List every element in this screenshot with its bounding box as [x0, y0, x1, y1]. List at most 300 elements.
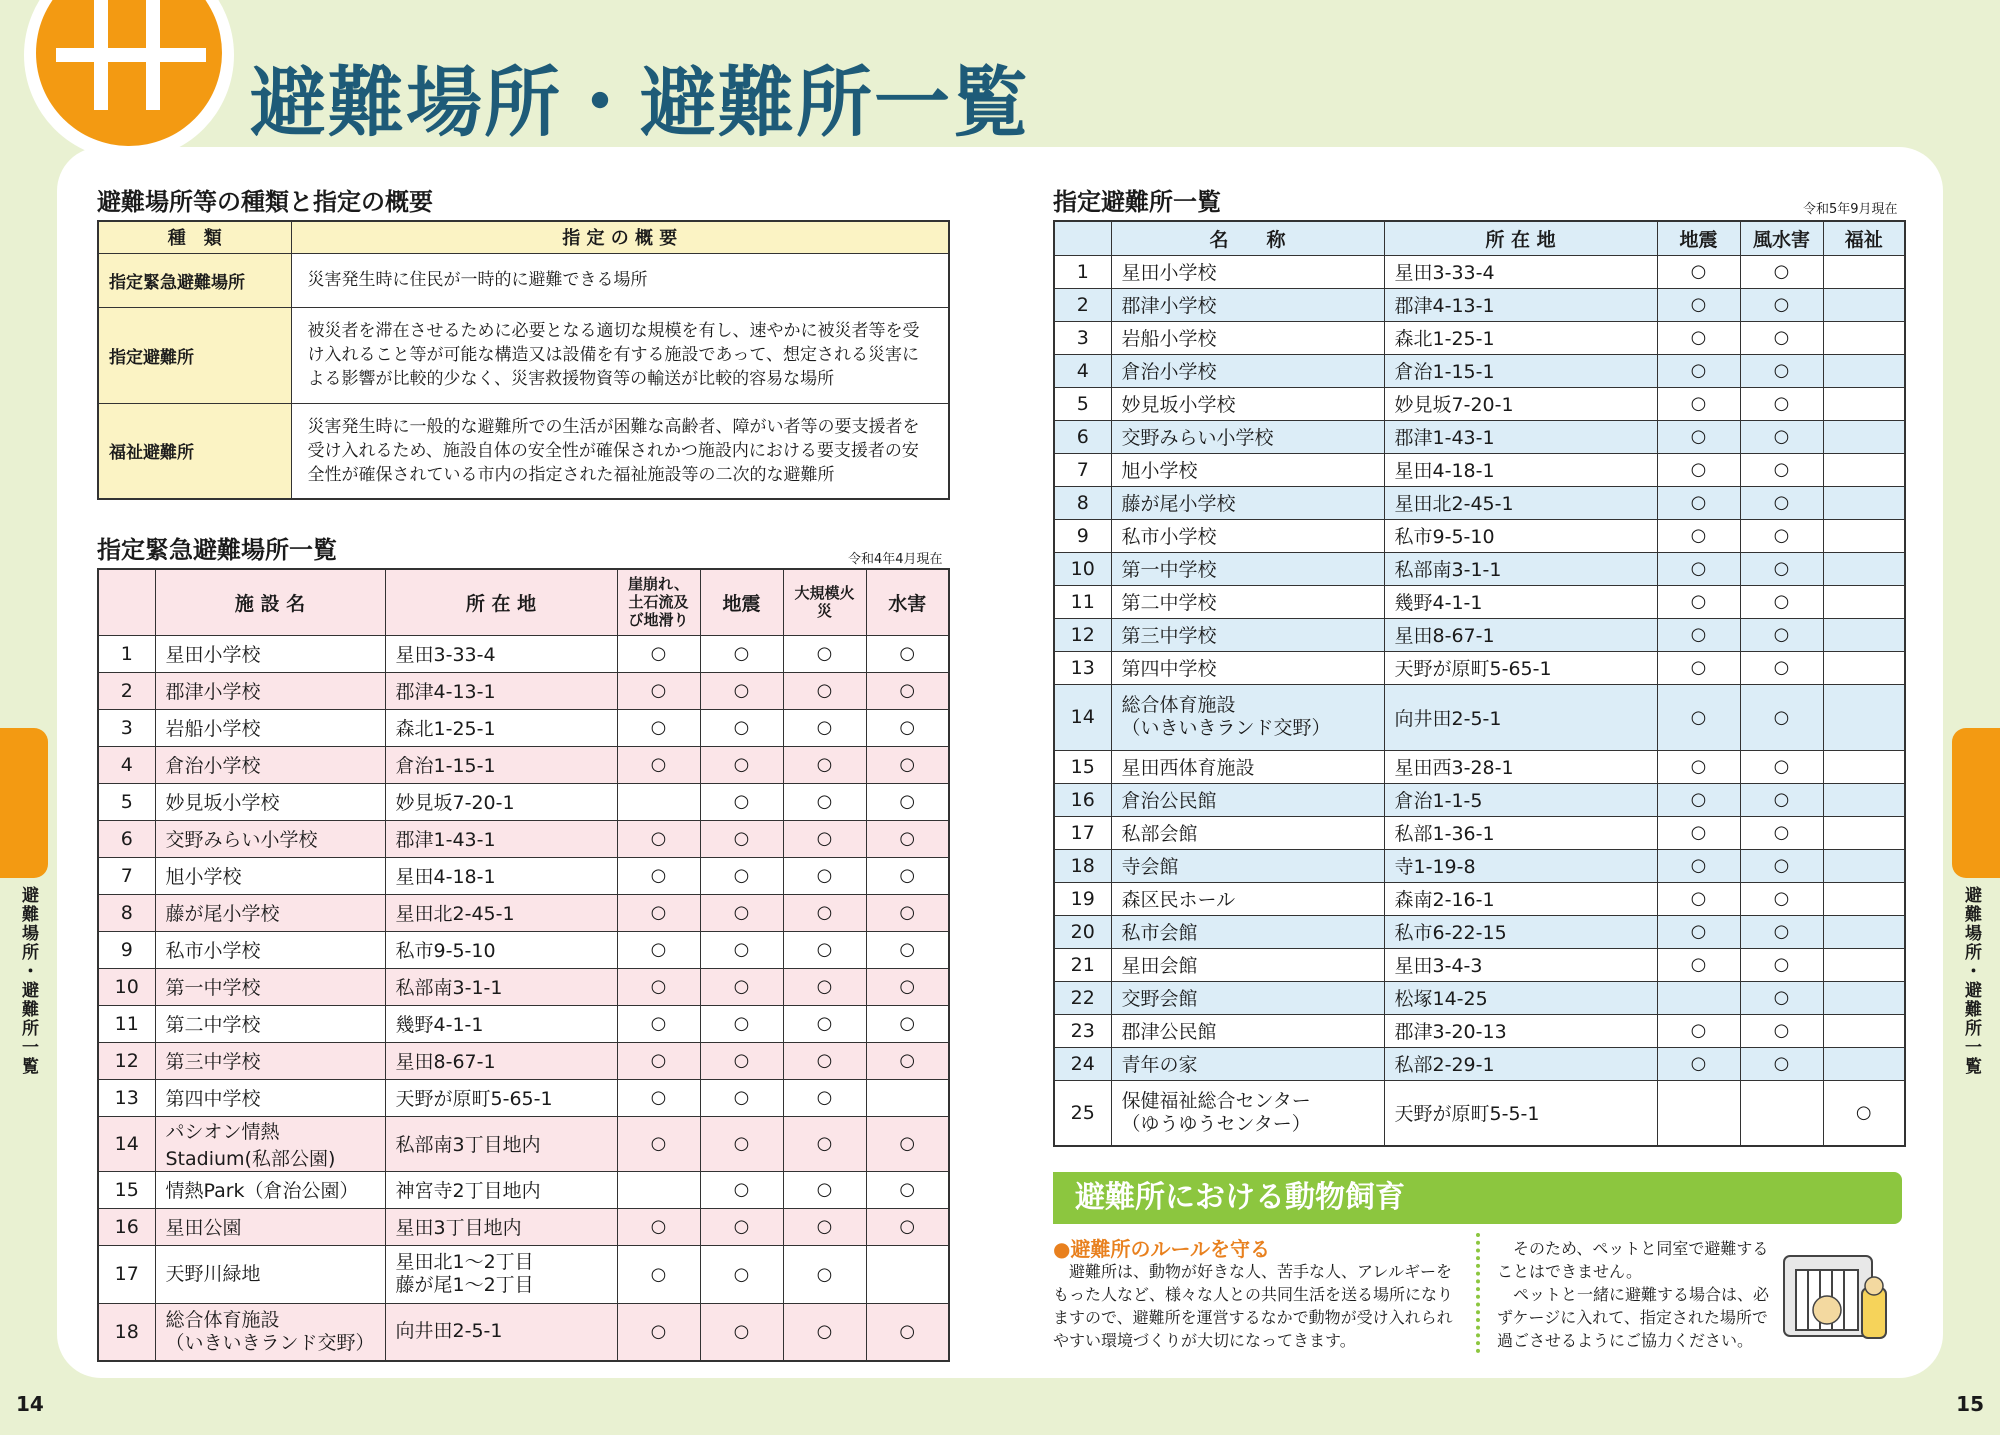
side-label-right: 避難場所・避難所一覧 [1961, 886, 1981, 1076]
facility-address: 星田8-67-1 [385, 1042, 617, 1079]
emerg-header-address: 所 在 地 [385, 569, 617, 635]
shelter-name: 星田西体育施設 [1111, 750, 1384, 783]
availability-mark: ○ [700, 635, 783, 672]
availability-mark [1823, 882, 1905, 915]
availability-mark: ○ [783, 672, 866, 709]
shelter-address: 森南2-16-1 [1384, 882, 1657, 915]
availability-mark [617, 783, 700, 820]
shelter-name: 私部会館 [1111, 816, 1384, 849]
row-number: 19 [1054, 882, 1111, 915]
row-number: 18 [1054, 849, 1111, 882]
facility-name: 私市小学校 [155, 931, 385, 968]
emerg-header-fire: 大規模火災 [783, 569, 866, 635]
shelter-name: 私市会館 [1111, 915, 1384, 948]
availability-mark: ○ [866, 709, 949, 746]
shelter-section-title: 指定避難所一覧 [1053, 188, 1221, 216]
emerg-header-no [98, 569, 155, 635]
availability-mark [1823, 453, 1905, 486]
availability-mark [1823, 387, 1905, 420]
row-number: 4 [98, 746, 155, 783]
shelter-address: 星田4-18-1 [1384, 453, 1657, 486]
availability-mark [1823, 618, 1905, 651]
row-number: 18 [98, 1303, 155, 1361]
shelter-address: 星田3-4-3 [1384, 948, 1657, 981]
table-row [98, 894, 949, 931]
emergency-section-title: 指定緊急避難場所一覧 [97, 536, 337, 564]
side-tab-left [0, 728, 48, 878]
availability-mark [1823, 486, 1905, 519]
pet-cage-icon [1782, 1248, 1890, 1343]
availability-mark [1823, 1047, 1905, 1080]
shelter-name: 郡津小学校 [1111, 288, 1384, 321]
availability-mark: ○ [1657, 354, 1740, 387]
shelter-name: 第四中学校 [1111, 651, 1384, 684]
shelter-header-name: 名 称 [1111, 221, 1384, 255]
availability-mark: ○ [700, 672, 783, 709]
facility-address: 天野が原町5-65-1 [385, 1079, 617, 1116]
availability-mark: ○ [866, 820, 949, 857]
availability-mark: ○ [617, 1042, 700, 1079]
table-row [1054, 288, 1905, 321]
availability-mark [1823, 948, 1905, 981]
facility-address: 倉治1-15-1 [385, 746, 617, 783]
row-number: 22 [1054, 981, 1111, 1014]
emerg-header-flood: 水害 [866, 569, 949, 635]
types-header-desc: 指 定 の 概 要 [291, 221, 949, 253]
availability-mark: ○ [1740, 849, 1823, 882]
row-number: 23 [1054, 1014, 1111, 1047]
row-number: 15 [98, 1171, 155, 1208]
row-number: 8 [1054, 486, 1111, 519]
facility-name: 第四中学校 [155, 1079, 385, 1116]
availability-mark: ○ [866, 783, 949, 820]
availability-mark [1823, 552, 1905, 585]
availability-mark: ○ [1740, 651, 1823, 684]
availability-mark: ○ [700, 709, 783, 746]
availability-mark [1823, 354, 1905, 387]
table-row [1054, 354, 1905, 387]
side-label-left: 避難場所・避難所一覧 [18, 886, 38, 1076]
availability-mark: ○ [783, 968, 866, 1005]
table-row [1054, 453, 1905, 486]
type-desc: 災害発生時に一般的な避難所での生活が困難な高齢者、障がい者等の要支援者を受け入れるため、施設自体の安全性が確保されかつ施設内における要支援者の安全性が確保されている市内の指定された福祉施設等の二次的な避難所 [291, 403, 949, 499]
availability-mark [1740, 1080, 1823, 1146]
availability-mark: ○ [617, 820, 700, 857]
table-row [98, 820, 949, 857]
availability-mark: ○ [1657, 288, 1740, 321]
pet-section-title: 避難所における動物飼育 [1053, 1172, 1902, 1224]
facility-name: 妙見坂小学校 [155, 783, 385, 820]
row-number: 5 [98, 783, 155, 820]
shelter-name: 寺会館 [1111, 849, 1384, 882]
row-number: 25 [1054, 1080, 1111, 1146]
availability-mark: ○ [617, 1116, 700, 1171]
table-row [1054, 981, 1905, 1014]
table-row [98, 931, 949, 968]
type-desc: 災害発生時に住民が一時的に避難できる場所 [291, 253, 949, 307]
row-number: 1 [1054, 255, 1111, 288]
availability-mark: ○ [866, 968, 949, 1005]
shelter-address: 星田3-33-4 [1384, 255, 1657, 288]
facility-name: 岩船小学校 [155, 709, 385, 746]
page-number-left: 14 [16, 1392, 44, 1416]
availability-mark: ○ [700, 746, 783, 783]
availability-mark: ○ [1823, 1080, 1905, 1146]
availability-mark [1657, 1080, 1740, 1146]
availability-mark: ○ [1657, 552, 1740, 585]
row-number: 7 [1054, 453, 1111, 486]
facility-address: 郡津4-13-1 [385, 672, 617, 709]
availability-mark: ○ [1657, 321, 1740, 354]
availability-mark: ○ [1657, 387, 1740, 420]
availability-mark: ○ [617, 931, 700, 968]
types-table [97, 220, 950, 500]
facility-address: 私部南3-1-1 [385, 968, 617, 1005]
availability-mark: ○ [783, 783, 866, 820]
availability-mark: ○ [783, 1208, 866, 1245]
table-row [1054, 387, 1905, 420]
shelter-name: 森区民ホール [1111, 882, 1384, 915]
facility-name: 交野みらい小学校 [155, 820, 385, 857]
availability-mark: ○ [617, 1005, 700, 1042]
availability-mark: ○ [700, 1116, 783, 1171]
row-number: 16 [98, 1208, 155, 1245]
shelter-address: 私部1-36-1 [1384, 816, 1657, 849]
shelter-header-welfare: 福祉 [1823, 221, 1905, 255]
availability-mark: ○ [700, 1005, 783, 1042]
shelter-address: 倉治1-15-1 [1384, 354, 1657, 387]
row-number: 4 [1054, 354, 1111, 387]
availability-mark: ○ [783, 1171, 866, 1208]
table-row [1054, 486, 1905, 519]
shelter-address: 私市9-5-10 [1384, 519, 1657, 552]
table-row [1054, 255, 1905, 288]
row-number: 3 [1054, 321, 1111, 354]
availability-mark: ○ [1740, 486, 1823, 519]
availability-mark: ○ [1740, 585, 1823, 618]
availability-mark: ○ [617, 968, 700, 1005]
emerg-header-quake: 地震 [700, 569, 783, 635]
table-row [1054, 651, 1905, 684]
availability-mark [1823, 1014, 1905, 1047]
row-number: 17 [1054, 816, 1111, 849]
availability-mark: ○ [1740, 816, 1823, 849]
pet-text-left: 避難所は、動物が好きな人、苦手な人、アレルギーをもった人など、様々な人との共同生活を送る場所になりますので、避難所を運営するなかで動物が受け入れられやすい環境づくりが大切になってきます。 [1053, 1262, 1454, 1350]
row-number: 9 [1054, 519, 1111, 552]
availability-mark: ○ [617, 672, 700, 709]
table-row [98, 1208, 949, 1245]
availability-mark [1823, 816, 1905, 849]
types-header-type: 種 類 [98, 221, 291, 253]
row-number: 9 [98, 931, 155, 968]
availability-mark: ○ [783, 1116, 866, 1171]
shelter-name: 交野みらい小学校 [1111, 420, 1384, 453]
row-number: 12 [98, 1042, 155, 1079]
availability-mark: ○ [700, 1208, 783, 1245]
availability-mark: ○ [1657, 750, 1740, 783]
availability-mark: ○ [1740, 618, 1823, 651]
row-number: 10 [1054, 552, 1111, 585]
availability-mark: ○ [866, 1303, 949, 1361]
availability-mark: ○ [1657, 519, 1740, 552]
shelter-address: 私市6-22-15 [1384, 915, 1657, 948]
availability-mark: ○ [700, 894, 783, 931]
availability-mark: ○ [1740, 288, 1823, 321]
availability-mark: ○ [1740, 981, 1823, 1014]
availability-mark: ○ [866, 1116, 949, 1171]
shelter-name: 総合体育施設 （いきいきランド交野） [1111, 684, 1384, 750]
availability-mark: ○ [1740, 420, 1823, 453]
table-row [98, 746, 949, 783]
table-row [98, 1245, 949, 1303]
row-number: 2 [1054, 288, 1111, 321]
emergency-rows [98, 635, 949, 1361]
availability-mark [617, 1171, 700, 1208]
row-number: 2 [98, 672, 155, 709]
shelter-address: 寺1-19-8 [1384, 849, 1657, 882]
shelter-header-storm: 風水害 [1740, 221, 1823, 255]
table-row [1054, 585, 1905, 618]
availability-mark: ○ [700, 1079, 783, 1116]
availability-mark [1823, 750, 1905, 783]
shelter-address: 妙見坂7-20-1 [1384, 387, 1657, 420]
row-number: 8 [98, 894, 155, 931]
row-number: 24 [1054, 1047, 1111, 1080]
availability-mark: ○ [783, 820, 866, 857]
type-name: 指定避難所 [98, 307, 291, 403]
shelter-address: 天野が原町5-5-1 [1384, 1080, 1657, 1146]
row-number: 5 [1054, 387, 1111, 420]
shelter-date-note: 令和5年9月現在 [1803, 202, 1898, 217]
table-row [98, 857, 949, 894]
shelter-name: 交野会館 [1111, 981, 1384, 1014]
availability-mark: ○ [1657, 255, 1740, 288]
facility-name: 情熱Park（倉治公園） [155, 1171, 385, 1208]
row-number: 14 [1054, 684, 1111, 750]
availability-mark: ○ [1657, 453, 1740, 486]
availability-mark: ○ [1740, 948, 1823, 981]
availability-mark: ○ [1740, 915, 1823, 948]
table-row [1054, 552, 1905, 585]
availability-mark: ○ [700, 1245, 783, 1303]
row-number: 15 [1054, 750, 1111, 783]
emerg-header-name: 施 設 名 [155, 569, 385, 635]
row-number: 21 [1054, 948, 1111, 981]
availability-mark: ○ [1657, 948, 1740, 981]
availability-mark [1823, 915, 1905, 948]
shelter-name: 星田小学校 [1111, 255, 1384, 288]
availability-mark: ○ [1740, 321, 1823, 354]
facility-name: 倉治小学校 [155, 746, 385, 783]
availability-mark: ○ [1657, 618, 1740, 651]
availability-mark: ○ [617, 746, 700, 783]
availability-mark: ○ [617, 857, 700, 894]
type-desc: 被災者を滞在させるために必要となる適切な規模を有し、速やかに被災者等を受け入れること等が可能な構造又は設備を有する施設であって、想定される災害による影響が比較的少なく、災害救援物資等の輸送が比較的容易な場所 [291, 307, 949, 403]
availability-mark [1823, 585, 1905, 618]
shelter-header-address: 所 在 地 [1384, 221, 1657, 255]
table-row [1054, 882, 1905, 915]
availability-mark: ○ [700, 968, 783, 1005]
availability-mark [866, 1079, 949, 1116]
shelter-address: 郡津3-20-13 [1384, 1014, 1657, 1047]
row-number: 20 [1054, 915, 1111, 948]
shelter-table [1053, 220, 1906, 1147]
table-row [98, 672, 949, 709]
availability-mark: ○ [1740, 1014, 1823, 1047]
table-row [1054, 948, 1905, 981]
row-number: 11 [98, 1005, 155, 1042]
availability-mark: ○ [1657, 882, 1740, 915]
availability-mark: ○ [1657, 684, 1740, 750]
facility-name: 藤が尾小学校 [155, 894, 385, 931]
availability-mark: ○ [617, 894, 700, 931]
availability-mark [1657, 981, 1740, 1014]
availability-mark: ○ [617, 1303, 700, 1361]
availability-mark: ○ [1657, 783, 1740, 816]
shelter-address: 私部南3-1-1 [1384, 552, 1657, 585]
shelter-header-quake: 地震 [1657, 221, 1740, 255]
availability-mark: ○ [700, 857, 783, 894]
facility-address: 私部南3丁目地内 [385, 1116, 617, 1171]
facility-name: 天野川緑地 [155, 1245, 385, 1303]
facility-name: 第二中学校 [155, 1005, 385, 1042]
availability-mark [1823, 519, 1905, 552]
availability-mark: ○ [783, 894, 866, 931]
table-row [98, 1005, 949, 1042]
type-name: 指定緊急避難場所 [98, 253, 291, 307]
table-row [1054, 321, 1905, 354]
availability-mark: ○ [617, 709, 700, 746]
availability-mark [1823, 981, 1905, 1014]
shelter-name: 第三中学校 [1111, 618, 1384, 651]
availability-mark: ○ [617, 1208, 700, 1245]
availability-mark: ○ [1657, 915, 1740, 948]
shelter-name: 保健福祉総合センター （ゆうゆうセンター） [1111, 1080, 1384, 1146]
availability-mark: ○ [700, 931, 783, 968]
facility-address: 星田3-33-4 [385, 635, 617, 672]
availability-mark: ○ [783, 1303, 866, 1361]
facility-name: 総合体育施設 （いきいきランド交野） [155, 1303, 385, 1361]
availability-mark: ○ [866, 1005, 949, 1042]
availability-mark: ○ [783, 709, 866, 746]
shelter-address: 天野が原町5-65-1 [1384, 651, 1657, 684]
row-number: 16 [1054, 783, 1111, 816]
emergency-sites-table [97, 568, 950, 1362]
availability-mark: ○ [783, 1245, 866, 1303]
table-row [1054, 1080, 1905, 1146]
availability-mark: ○ [1740, 255, 1823, 288]
side-tab-right [1952, 728, 2000, 878]
availability-mark: ○ [866, 1171, 949, 1208]
availability-mark [1823, 420, 1905, 453]
availability-mark: ○ [783, 635, 866, 672]
shelter-rows [1054, 255, 1905, 1146]
table-row [1054, 684, 1905, 750]
table-row [98, 1171, 949, 1208]
row-number: 3 [98, 709, 155, 746]
facility-name: 第一中学校 [155, 968, 385, 1005]
table-row [1054, 1047, 1905, 1080]
availability-mark: ○ [700, 820, 783, 857]
availability-mark [1823, 783, 1905, 816]
availability-mark [1823, 288, 1905, 321]
availability-mark: ○ [866, 635, 949, 672]
shelter-name: 岩船小学校 [1111, 321, 1384, 354]
shelter-address: 幾野4-1-1 [1384, 585, 1657, 618]
facility-address: 妙見坂7-20-1 [385, 783, 617, 820]
availability-mark: ○ [617, 1079, 700, 1116]
table-row [98, 709, 949, 746]
shelter-name: 第一中学校 [1111, 552, 1384, 585]
table-row [1054, 915, 1905, 948]
shelter-address: 松塚14-25 [1384, 981, 1657, 1014]
shelter-address: 星田北2-45-1 [1384, 486, 1657, 519]
facility-address: 神宮寺2丁目地内 [385, 1171, 617, 1208]
shelter-address: 郡津4-13-1 [1384, 288, 1657, 321]
shelter-header-no [1054, 221, 1111, 255]
pet-divider [1476, 1233, 1480, 1353]
availability-mark: ○ [1657, 1047, 1740, 1080]
availability-mark: ○ [1657, 585, 1740, 618]
emergency-date-note: 令和4年4月現在 [848, 552, 943, 567]
availability-mark: ○ [1740, 354, 1823, 387]
availability-mark: ○ [1657, 816, 1740, 849]
availability-mark: ○ [866, 1208, 949, 1245]
type-name: 福祉避難所 [98, 403, 291, 499]
shelter-name: 倉治公民館 [1111, 783, 1384, 816]
availability-mark: ○ [783, 1005, 866, 1042]
availability-mark: ○ [700, 1171, 783, 1208]
facility-name: 星田公園 [155, 1208, 385, 1245]
facility-name: 旭小学校 [155, 857, 385, 894]
facility-address: 幾野4-1-1 [385, 1005, 617, 1042]
page-title: 避難場所・避難所一覧 [250, 58, 1030, 147]
facility-name: 星田小学校 [155, 635, 385, 672]
row-number: 7 [98, 857, 155, 894]
facility-name: パシオン情熱Stadium(私部公園) [155, 1116, 385, 1171]
shelter-name: 青年の家 [1111, 1047, 1384, 1080]
shelter-name: 私市小学校 [1111, 519, 1384, 552]
availability-mark [1823, 651, 1905, 684]
availability-mark: ○ [1657, 420, 1740, 453]
table-row [98, 968, 949, 1005]
row-number: 11 [1054, 585, 1111, 618]
availability-mark: ○ [866, 1042, 949, 1079]
availability-mark [1823, 849, 1905, 882]
availability-mark [1823, 684, 1905, 750]
table-row [98, 1303, 949, 1361]
shelter-name: 倉治小学校 [1111, 354, 1384, 387]
availability-mark: ○ [866, 746, 949, 783]
availability-mark: ○ [866, 931, 949, 968]
availability-mark: ○ [700, 783, 783, 820]
shelter-name: 第二中学校 [1111, 585, 1384, 618]
table-row [1054, 420, 1905, 453]
table-row [98, 1079, 949, 1116]
row-number: 10 [98, 968, 155, 1005]
availability-mark: ○ [617, 635, 700, 672]
table-row [1054, 849, 1905, 882]
facility-address: 私市9-5-10 [385, 931, 617, 968]
availability-mark: ○ [1740, 882, 1823, 915]
availability-mark: ○ [866, 894, 949, 931]
table-row [1054, 816, 1905, 849]
availability-mark: ○ [700, 1303, 783, 1361]
table-row [1054, 750, 1905, 783]
availability-mark: ○ [866, 672, 949, 709]
availability-mark: ○ [1657, 1014, 1740, 1047]
availability-mark: ○ [1740, 1047, 1823, 1080]
